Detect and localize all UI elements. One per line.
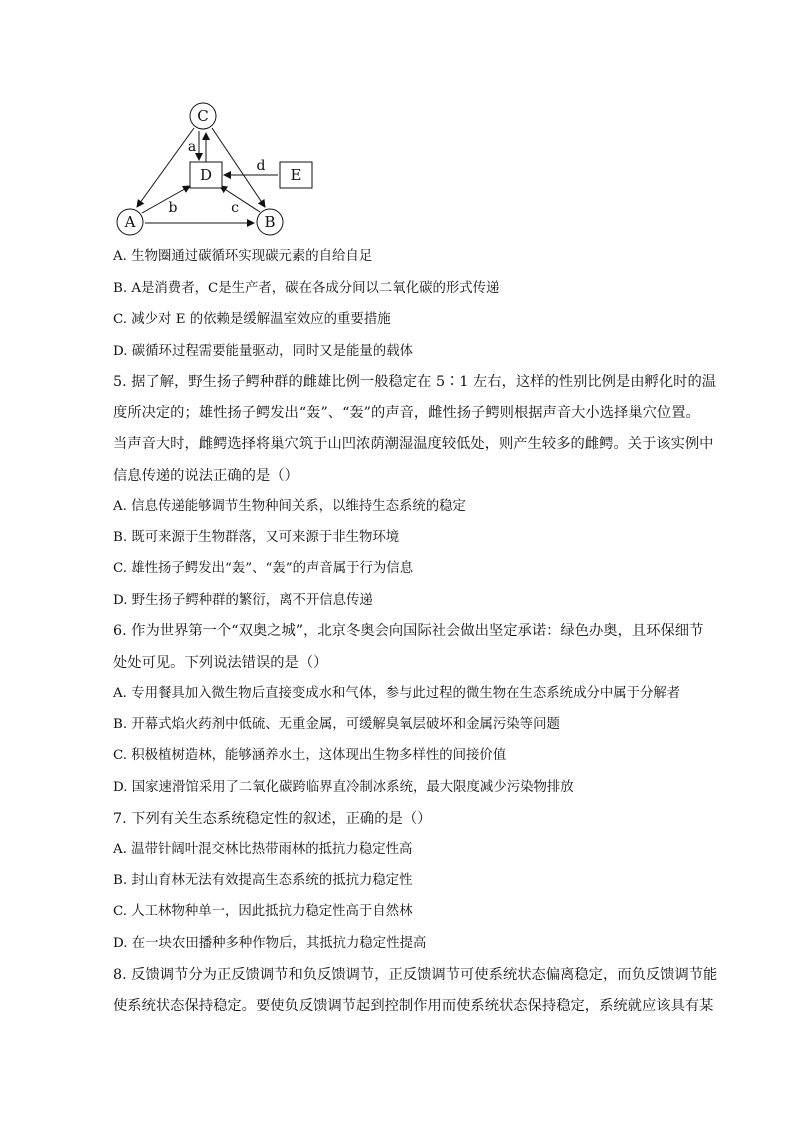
q5-option-c: C. 雄性扬子鳄发出“轰”、“轰”的声音属于行为信息 [113, 561, 414, 576]
q5-stem-line: 度所决定的；雄性扬子鳄发出“轰”、“轰”的声音，雌性扬子鳄则根据声音大小选择巢穴位置。 [113, 405, 700, 421]
q5-stem-line: 5. 据了解，野生扬子鳄种群的雌雄比例一般稳定在 5∶1 左右，这样的性别比例是由孵化时的温 [113, 374, 717, 390]
q6-option-b: B. 开幕式焰火药剂中低硫、无重金属，可缓解臭氧层破坏和金属污染等问题 [113, 717, 560, 732]
q7-option-c: C. 人工林物种单一，因此抵抗力稳定性高于自然林 [113, 904, 413, 919]
q7-option-d: D. 在一块农田播种多种作物后，其抵抗力稳定性提高 [113, 936, 427, 951]
q6-stem-line: 6. 作为世界第一个“双奥之城”，北京冬奥会向国际社会做出坚定承诺：绿色办奥，且环保细节 [113, 623, 704, 639]
node-b-label: B [264, 213, 276, 231]
q5-option-b: B. 既可来源于生物群落，又可来源于非生物环境 [113, 530, 400, 545]
q7-option-a: A. 温带针阔叶混交林比热带雨林的抵抗力稳定性高 [113, 842, 413, 857]
q8-stem-line: 使系统状态保持稳定。要使负反馈调节起到控制作用而使系统状态保持稳定，系统就应该具有某 [113, 998, 714, 1014]
q5-option-a: A. 信息传递能够调节生物种间关系，以维持生态系统的稳定 [113, 499, 466, 514]
edge-label-d: d [256, 158, 266, 174]
q7-option-b: B. 封山育林无法有效提高生态系统的抵抗力稳定性 [113, 873, 413, 888]
node-a-label: A [124, 213, 136, 231]
q6-option-a: A. 专用餐具加入微生物后直接变成水和气体，参与此过程的微生物在生态系统成分中属于分解者 [113, 686, 681, 701]
node-e-label: E [290, 166, 302, 184]
q6-option-d: D. 国家速滑馆采用了二氧化碳跨临界直冷制冰系统，最大限度减少污染物排放 [113, 780, 574, 795]
carbon-cycle-diagram [110, 100, 330, 240]
node-c-label: C [197, 107, 209, 125]
q5-option-d: D. 野生扬子鳄种群的繁衍，离不开信息传递 [113, 593, 373, 608]
q6-option-c: C. 积极植树造林，能够涵养水土，这体现出生物多样性的间接价值 [113, 748, 507, 763]
node-d-label: D [199, 166, 213, 184]
edge-label-a: a [187, 139, 197, 155]
edge-label-b: b [168, 200, 178, 216]
edge-label-c: c [231, 200, 239, 216]
q6-stem-line: 处处可见。下列说法错误的是（） [113, 655, 328, 671]
q4-option-d: D. 碳循环过程需要能量驱动，同时又是能量的载体 [113, 344, 413, 359]
q4-option-b: B. A是消费者，C是生产者，碳在各成分间以二氧化碳的形式传递 [113, 281, 500, 296]
q5-stem-line: 信息传递的说法正确的是（） [113, 468, 299, 484]
edge-c-to-a [137, 128, 197, 207]
q4-option-a: A. 生物圈通过碳循环实现碳元素的自给自足 [113, 249, 373, 264]
q8-stem-line: 8. 反馈调节分为正反馈调节和负反馈调节，正反馈调节可使系统状态偏离稳定，而负反馈调节能 [113, 967, 718, 983]
q4-option-c: C. 减少对 E 的依赖是缓解温室效应的重要措施 [113, 312, 391, 327]
q5-stem-line: 当声音大时，雌鳄选择将巢穴筑于山凹浓荫潮湿温度较低处，则产生较多的雌鳄。关于该实例中 [113, 436, 714, 452]
q7-stem-line: 7. 下列有关生态系统稳定性的叙述，正确的是（） [113, 811, 432, 827]
